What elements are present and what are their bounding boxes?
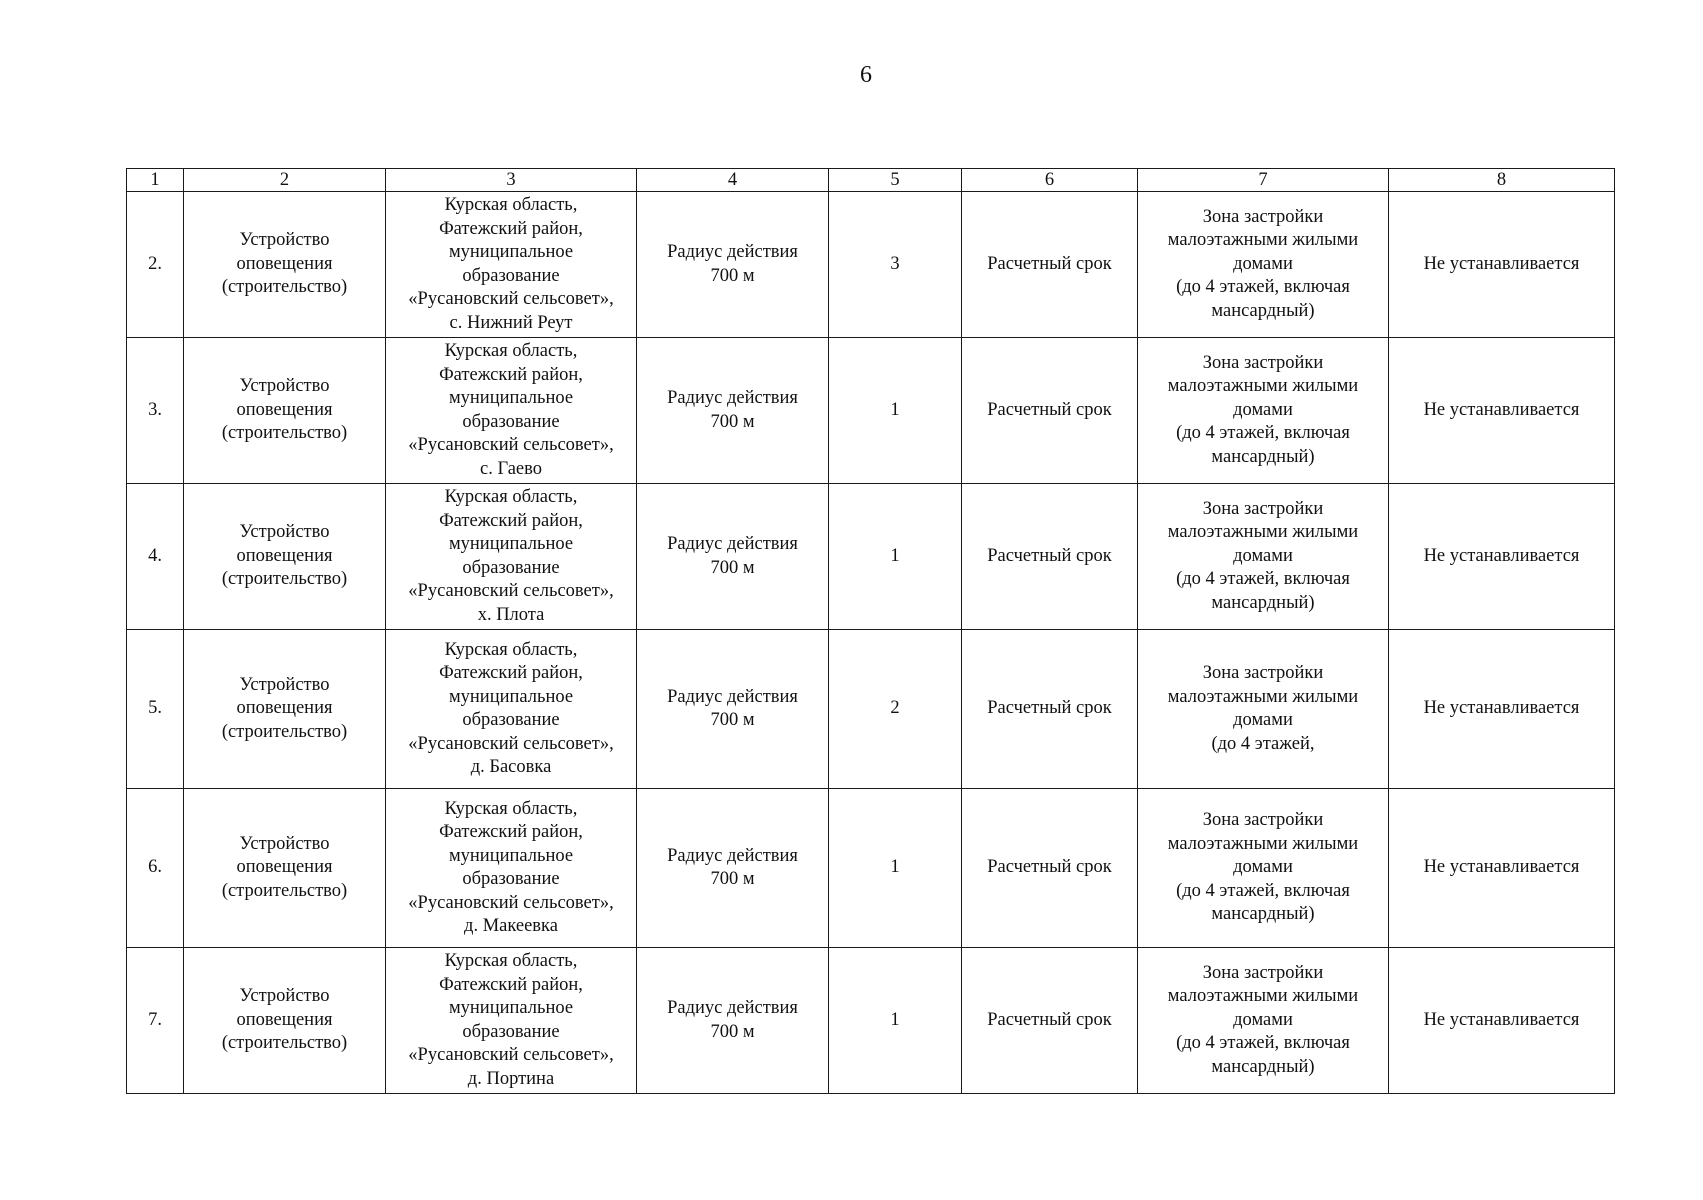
cell-line: малоэтажными жилыми [1167,686,1359,707]
cell-line: мансардный) [1211,300,1315,321]
cell-line: оповещения [236,1009,333,1030]
cell-line: домами [1233,399,1293,420]
document-table [126,168,1615,1094]
cell-line: с. Гаево [480,458,542,479]
cell-line: «Русановский сельсовет», [408,733,614,754]
cell-line: муниципальное [448,845,574,866]
term-cell: Расчетный срок [962,192,1138,338]
count-cell: 1 [829,789,962,948]
cell-line: д. Портина [467,1068,555,1089]
cell-line: Фатежский район, [439,663,583,683]
row-number-cell: 2. [127,192,184,338]
cell-line: Радиус действия [667,242,798,262]
characteristic-cell [637,948,829,1094]
cell-line: 700 м [710,557,755,578]
cell-line: Курская область, [444,341,578,361]
location-cell [386,192,637,338]
restriction-cell: Не устанавливается [1389,948,1615,1094]
location-cell [386,948,637,1094]
cell-line: (строительство) [221,423,348,444]
term-cell: Расчетный срок [962,948,1138,1094]
column-header: 2 [184,169,386,192]
characteristic-cell [637,192,829,338]
table-header-row [127,169,1615,192]
table-row [127,630,1615,789]
cell-line: х. Плота [477,604,545,625]
cell-line: домами [1233,545,1293,566]
cell-line: «Русановский сельсовет», [408,581,614,601]
cell-line: Фатежский район, [439,510,583,531]
cell-line: мансардный) [1211,904,1315,925]
cell-line: «Русановский сельсовет», [408,289,614,309]
cell-line: Курская область, [444,487,578,507]
row-number-cell: 6. [127,789,184,948]
object-name-cell [184,630,386,789]
cell-line: муниципальное [448,534,574,554]
cell-line: малоэтажными жилыми [1167,376,1359,397]
object-name-cell [184,948,386,1094]
column-header: 7 [1138,169,1389,192]
row-number-cell: 5. [127,630,184,789]
cell-line: Фатежский район, [439,974,583,995]
cell-line: муниципальное [448,388,574,408]
cell-line: «Русановский сельсовет», [408,435,614,455]
cell-line: (до 4 этажей, включая [1176,277,1350,298]
zone-cell [1138,192,1389,338]
term-cell: Расчетный срок [962,484,1138,630]
cell-line: (до 4 этажей, [1211,733,1315,754]
table-row [127,789,1615,948]
characteristic-cell [637,484,829,630]
cell-line: 700 м [710,869,755,889]
cell-line: Курская область, [444,195,578,215]
cell-line: Зона застройки [1202,206,1324,227]
cell-line: (до 4 этажей, включая [1176,423,1350,444]
cell-line: «Русановский сельсовет», [408,892,614,913]
count-cell: 1 [829,338,962,484]
cell-line: (до 4 этажей, включая [1176,569,1350,590]
cell-line: образование [462,710,560,730]
cell-line: образование [462,411,560,432]
cell-line: 700 м [710,1021,755,1042]
column-header: 4 [637,169,829,192]
cell-line: д. Макеевка [464,916,558,936]
restriction-cell: Не устанавливается [1389,484,1615,630]
zone-cell [1138,630,1389,789]
cell-line: оповещения [236,253,333,274]
count-cell: 1 [829,484,962,630]
cell-line: (строительство) [221,569,348,590]
cell-line: 700 м [710,710,755,730]
cell-line: образование [462,869,560,889]
cell-line: Курская область, [444,798,578,819]
column-header: 3 [386,169,637,192]
cell-line: д. Басовка [470,757,552,777]
cell-line: оповещения [236,698,333,719]
cell-line: (строительство) [221,277,348,298]
cell-line: домами [1233,1009,1293,1030]
cell-line: мансардный) [1211,592,1315,613]
cell-line: Устройство [239,833,330,854]
cell-line: муниципальное [448,998,574,1018]
zone-cell [1138,948,1389,1094]
object-name-cell [184,192,386,338]
object-name-cell [184,338,386,484]
term-cell: Расчетный срок [962,338,1138,484]
column-header: 1 [127,169,184,192]
table-row [127,484,1615,630]
cell-line: с. Нижний Реут [449,312,573,333]
row-number-cell: 3. [127,338,184,484]
cell-line: оповещения [236,857,333,878]
row-number-cell: 7. [127,948,184,1094]
term-cell: Расчетный срок [962,789,1138,948]
cell-line: малоэтажными жилыми [1167,833,1359,854]
cell-line: Зона застройки [1202,810,1324,831]
cell-line: Устройство [239,522,330,543]
table-row [127,948,1615,1094]
cell-line: образование [462,557,560,578]
cell-line: домами [1233,710,1293,730]
cell-line: Фатежский район, [439,364,583,385]
cell-line: (до 4 этажей, включая [1176,880,1350,901]
table-row [127,338,1615,484]
cell-line: малоэтажными жилыми [1167,522,1359,543]
cell-line: Радиус действия [667,686,798,707]
cell-line: Устройство [239,986,330,1007]
location-cell [386,789,637,948]
cell-line: (строительство) [221,1033,348,1054]
term-cell: Расчетный срок [962,630,1138,789]
location-cell [386,630,637,789]
cell-line: образование [462,265,560,286]
cell-line: Зона застройки [1202,498,1324,519]
cell-line: Курская область, [444,951,578,971]
cell-line: домами [1233,253,1293,274]
count-cell: 3 [829,192,962,338]
cell-line: Радиус действия [667,845,798,866]
cell-line: Фатежский район, [439,218,583,239]
row-number-cell: 4. [127,484,184,630]
cell-line: малоэтажными жилыми [1167,986,1359,1007]
cell-line: Зона застройки [1202,352,1324,373]
cell-line: малоэтажными жилыми [1167,230,1359,251]
object-name-cell [184,484,386,630]
cell-line: Радиус действия [667,388,798,408]
restriction-cell: Не устанавливается [1389,789,1615,948]
column-header: 8 [1389,169,1615,192]
cell-line: мансардный) [1211,446,1315,467]
cell-line: Зона застройки [1202,663,1324,683]
location-cell [386,484,637,630]
cell-line: мансардный) [1211,1056,1315,1077]
cell-line: домами [1233,857,1293,878]
restriction-cell: Не устанавливается [1389,192,1615,338]
cell-line: «Русановский сельсовет», [408,1045,614,1065]
count-cell: 2 [829,630,962,789]
count-cell: 1 [829,948,962,1094]
cell-line: (строительство) [221,880,348,901]
cell-line: Зона застройки [1202,962,1324,983]
cell-line: Курская область, [444,639,578,660]
cell-line: Устройство [239,674,330,695]
cell-line: Устройство [239,376,330,397]
restriction-cell: Не устанавливается [1389,338,1615,484]
cell-line: оповещения [236,545,333,566]
cell-line: муниципальное [448,686,574,707]
cell-line: Радиус действия [667,998,798,1018]
cell-line: Устройство [239,230,330,251]
cell-line: 700 м [710,411,755,432]
zone-cell [1138,484,1389,630]
object-name-cell [184,789,386,948]
cell-line: образование [462,1021,560,1042]
characteristic-cell [637,338,829,484]
zone-cell [1138,789,1389,948]
cell-line: муниципальное [448,242,574,262]
cell-line: (до 4 этажей, включая [1176,1033,1350,1054]
cell-line: 700 м [710,265,755,286]
cell-line: Фатежский район, [439,822,583,842]
characteristic-cell [637,789,829,948]
location-cell [386,338,637,484]
column-header: 6 [962,169,1138,192]
cell-line: (строительство) [221,721,348,742]
characteristic-cell [637,630,829,789]
cell-line: оповещения [236,399,333,420]
table-row [127,192,1615,338]
column-header: 5 [829,169,962,192]
zone-cell [1138,338,1389,484]
restriction-cell: Не устанавливается [1389,630,1615,789]
page-number: 6 [860,62,872,88]
cell-line: Радиус действия [667,534,798,554]
